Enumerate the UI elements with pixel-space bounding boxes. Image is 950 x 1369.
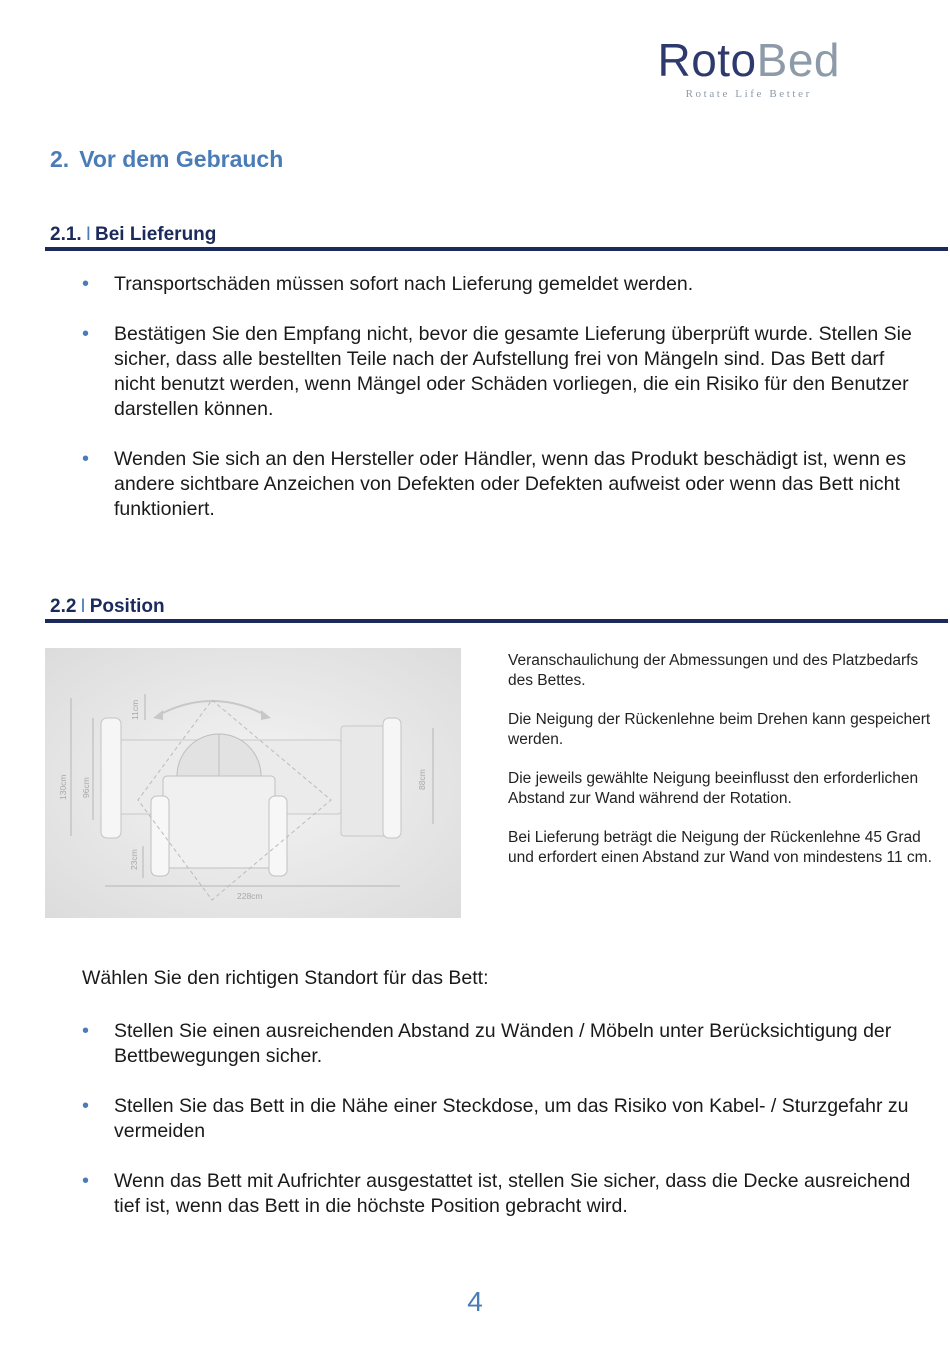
list-item: • Stellen Sie einen ausreichenden Abstand zu Wänden / Möbeln unter Berücksichtigung der Bettbewegungen sicher. — [82, 1019, 922, 1069]
section-title: Vor dem Gebrauch — [79, 146, 284, 172]
location-list — [82, 1019, 922, 1244]
list-item: • Bestätigen Sie den Empfang nicht, bevor die gesamte Lieferung überprüft wurde. Stellen Sie sicher, dass alle bestellten Teile nach der Aufstellung frei von Mängeln sind. Das Bett darf nicht benutzt werden, wenn Mängel oder Schäden vorliegen, die ein Risiko für den Benutzer darstellen können. — [82, 322, 922, 422]
delivery-list — [82, 272, 922, 547]
brand-logo — [657, 36, 840, 100]
section-rule — [45, 619, 948, 623]
headboard-rail — [101, 718, 121, 838]
list-item: • Stellen Sie das Bett in die Nähe einer Steckdose, um das Risiko von Kabel- / Sturzgefahr zu vermeiden — [82, 1094, 922, 1144]
subsection-heading-delivery — [50, 224, 216, 246]
chair-armrest-left — [151, 796, 169, 876]
subsection-title: Position — [89, 596, 165, 617]
subsection-separator: I — [85, 224, 91, 245]
footboard-rail — [383, 718, 401, 838]
subsection-heading-position — [50, 596, 165, 618]
figure-caption — [508, 651, 938, 887]
dim-label-228: 228cm — [237, 891, 263, 901]
dim-label-88: 88cm — [417, 769, 427, 790]
subsection-number: 2.1. — [50, 224, 82, 245]
caption-paragraph: Veranschaulichung der Abmessungen und des Platzbedarfs des Bettes. — [508, 652, 919, 689]
logo-tagline: Rotate Life Better — [685, 88, 812, 100]
dim-label-23: 23cm — [129, 849, 139, 870]
caption-paragraph: Bei Lieferung beträgt die Neigung der Rückenlehne 45 Grad und erfordert einen Abstand zur Wand von mindestens 11 cm. — [508, 829, 932, 866]
section-heading — [50, 146, 283, 173]
logo-wordmark: RotoBed — [657, 34, 840, 86]
chair-seat — [163, 776, 275, 868]
dim-label-96: 96cm — [81, 777, 91, 798]
section-rule — [45, 247, 948, 251]
bed-dimension-diagram — [45, 648, 461, 918]
location-intro: Wählen Sie den richtigen Standort für das Bett: — [82, 967, 489, 989]
page-number: 4 — [467, 1286, 483, 1317]
subsection-number: 2.2 — [50, 596, 77, 617]
bed-foot-end — [341, 726, 389, 836]
chair-armrest-right — [269, 796, 287, 876]
list-item: • Wenn das Bett mit Aufrichter ausgestattet ist, stellen Sie sicher, dass die Decke ausreichend tief ist, wenn das Bett in die höchste Position gebracht wird. — [82, 1169, 922, 1219]
section-number: 2. — [50, 146, 70, 172]
dim-label-11: 11cm — [130, 699, 140, 720]
subsection-title: Bei Lieferung — [94, 224, 217, 245]
list-item: • Wenden Sie sich an den Hersteller oder Händler, wenn das Produkt beschädigt ist, wenn es andere sichtbare Anzeichen von Defekten oder Defekten aufweist oder wenn das Bett nicht funktioniert. — [82, 447, 922, 522]
subsection-separator: I — [80, 596, 86, 617]
list-item: • Transportschäden müssen sofort nach Lieferung gemeldet werden. — [82, 272, 922, 297]
caption-paragraph: Die jeweils gewählte Neigung beeinflusst den erforderlichen Abstand zur Wand während der Rotation. — [508, 770, 919, 807]
caption-paragraph: Die Neigung der Rückenlehne beim Drehen kann gespeichert werden. — [508, 711, 931, 748]
dim-label-130: 130cm — [58, 774, 68, 800]
